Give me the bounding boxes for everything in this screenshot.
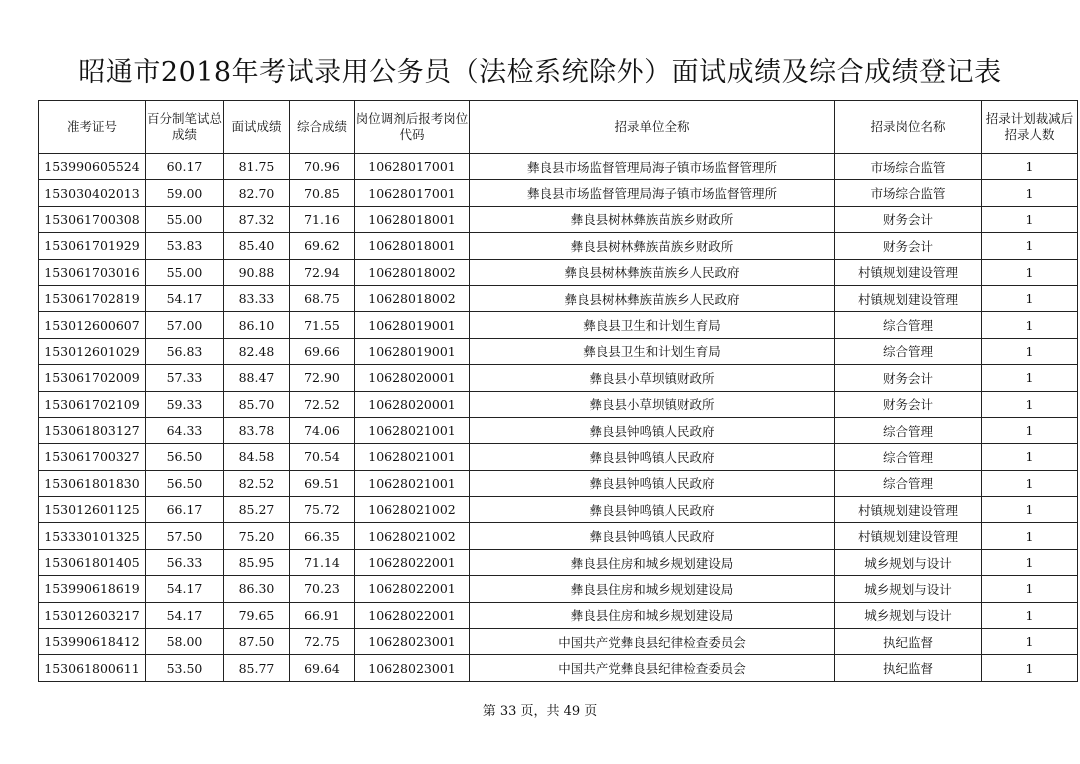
score-table — [38, 100, 1078, 682]
written-score-cell: 56.83 — [146, 338, 224, 364]
table-row — [39, 206, 1078, 232]
post-code-cell: 10628018002 — [355, 285, 470, 311]
post-name-cell: 村镇规划建设管理 — [835, 259, 982, 285]
post-name-cell: 财务会计 — [835, 233, 982, 259]
composite-score-cell: 66.35 — [290, 523, 355, 549]
interview-score-cell: 87.32 — [224, 206, 290, 232]
interview-score-cell: 86.30 — [224, 576, 290, 602]
table-row — [39, 549, 1078, 575]
post-name-cell: 市场综合监管 — [835, 154, 982, 180]
written-score-cell: 59.00 — [146, 180, 224, 206]
written-score-cell: 54.17 — [146, 602, 224, 628]
post-code-cell: 10628020001 — [355, 391, 470, 417]
plan-count-cell: 1 — [982, 365, 1078, 391]
admission-no-cell: 153061701929 — [39, 233, 146, 259]
interview-score-cell: 85.40 — [224, 233, 290, 259]
written-score-cell: 57.00 — [146, 312, 224, 338]
post-name-cell: 村镇规划建设管理 — [835, 523, 982, 549]
unit-name-cell: 彝良县树林彝族苗族乡财政所 — [470, 206, 835, 232]
composite-score-cell: 71.55 — [290, 312, 355, 338]
composite-score-cell: 66.91 — [290, 602, 355, 628]
admission-no-cell: 153061702109 — [39, 391, 146, 417]
table-row — [39, 285, 1078, 311]
unit-name-cell: 彝良县小草坝镇财政所 — [470, 391, 835, 417]
interview-score-cell: 84.58 — [224, 444, 290, 470]
written-score-cell: 59.33 — [146, 391, 224, 417]
unit-name-cell: 彝良县小草坝镇财政所 — [470, 365, 835, 391]
written-score-cell: 53.83 — [146, 233, 224, 259]
unit-name-cell: 彝良县市场监督管理局海子镇市场监督管理所 — [470, 180, 835, 206]
unit-name-cell: 彝良县钟鸣镇人民政府 — [470, 444, 835, 470]
unit-name-cell: 彝良县钟鸣镇人民政府 — [470, 497, 835, 523]
post-name-cell: 综合管理 — [835, 312, 982, 338]
post-name-cell: 财务会计 — [835, 365, 982, 391]
composite-score-cell: 69.51 — [290, 470, 355, 496]
post-code-cell: 10628021002 — [355, 523, 470, 549]
plan-count-cell: 1 — [982, 285, 1078, 311]
unit-name-cell: 彝良县卫生和计划生育局 — [470, 338, 835, 364]
admission-no-cell: 153061801405 — [39, 549, 146, 575]
plan-count-cell: 1 — [982, 576, 1078, 602]
unit-name-cell: 彝良县住房和城乡规划建设局 — [470, 549, 835, 575]
table-row — [39, 602, 1078, 628]
interview-score-cell: 90.88 — [224, 259, 290, 285]
header-written-score: 百分制笔试总成绩 — [146, 101, 224, 154]
unit-name-cell: 彝良县树林彝族苗族乡人民政府 — [470, 285, 835, 311]
interview-score-cell: 85.95 — [224, 549, 290, 575]
post-code-cell: 10628020001 — [355, 365, 470, 391]
plan-count-cell: 1 — [982, 655, 1078, 681]
post-code-cell: 10628017001 — [355, 154, 470, 180]
interview-score-cell: 85.70 — [224, 391, 290, 417]
plan-count-cell: 1 — [982, 549, 1078, 575]
written-score-cell: 55.00 — [146, 206, 224, 232]
post-code-cell: 10628022001 — [355, 549, 470, 575]
interview-score-cell: 82.48 — [224, 338, 290, 364]
unit-name-cell: 中国共产党彝良县纪律检查委员会 — [470, 655, 835, 681]
table-row — [39, 417, 1078, 443]
header-composite-score: 综合成绩 — [290, 101, 355, 154]
interview-score-cell: 75.20 — [224, 523, 290, 549]
written-score-cell: 57.50 — [146, 523, 224, 549]
unit-name-cell: 彝良县市场监督管理局海子镇市场监督管理所 — [470, 154, 835, 180]
post-code-cell: 10628022001 — [355, 602, 470, 628]
post-code-cell: 10628021001 — [355, 417, 470, 443]
composite-score-cell: 72.90 — [290, 365, 355, 391]
post-name-cell: 城乡规划与设计 — [835, 576, 982, 602]
plan-count-cell: 1 — [982, 154, 1078, 180]
written-score-cell: 56.50 — [146, 444, 224, 470]
post-code-cell: 10628021001 — [355, 444, 470, 470]
header-unit-name: 招录单位全称 — [470, 101, 835, 154]
unit-name-cell: 彝良县钟鸣镇人民政府 — [470, 417, 835, 443]
plan-count-cell: 1 — [982, 523, 1078, 549]
table-row — [39, 338, 1078, 364]
admission-no-cell: 153012600607 — [39, 312, 146, 338]
unit-name-cell: 彝良县钟鸣镇人民政府 — [470, 523, 835, 549]
admission-no-cell: 153012601125 — [39, 497, 146, 523]
composite-score-cell: 72.52 — [290, 391, 355, 417]
table-row — [39, 444, 1078, 470]
plan-count-cell: 1 — [982, 233, 1078, 259]
interview-score-cell: 86.10 — [224, 312, 290, 338]
post-code-cell: 10628019001 — [355, 338, 470, 364]
composite-score-cell: 72.75 — [290, 629, 355, 655]
admission-no-cell: 153061700308 — [39, 206, 146, 232]
post-code-cell: 10628021002 — [355, 497, 470, 523]
unit-name-cell: 彝良县卫生和计划生育局 — [470, 312, 835, 338]
post-name-cell: 综合管理 — [835, 444, 982, 470]
table-header-row — [39, 101, 1078, 154]
unit-name-cell: 彝良县住房和城乡规划建设局 — [470, 602, 835, 628]
plan-count-cell: 1 — [982, 312, 1078, 338]
header-post-name: 招录岗位名称 — [835, 101, 982, 154]
interview-score-cell: 85.27 — [224, 497, 290, 523]
interview-score-cell: 88.47 — [224, 365, 290, 391]
table-row — [39, 233, 1078, 259]
admission-no-cell: 153030402013 — [39, 180, 146, 206]
admission-no-cell: 153061703016 — [39, 259, 146, 285]
written-score-cell: 60.17 — [146, 154, 224, 180]
table-body — [39, 154, 1078, 682]
composite-score-cell: 69.62 — [290, 233, 355, 259]
post-name-cell: 综合管理 — [835, 417, 982, 443]
composite-score-cell: 72.94 — [290, 259, 355, 285]
header-interview-score: 面试成绩 — [224, 101, 290, 154]
interview-score-cell: 83.33 — [224, 285, 290, 311]
admission-no-cell: 153990618619 — [39, 576, 146, 602]
post-code-cell: 10628018002 — [355, 259, 470, 285]
interview-score-cell: 83.78 — [224, 417, 290, 443]
table-row — [39, 523, 1078, 549]
written-score-cell: 56.33 — [146, 549, 224, 575]
unit-name-cell: 彝良县树林彝族苗族乡人民政府 — [470, 259, 835, 285]
post-code-cell: 10628023001 — [355, 629, 470, 655]
interview-score-cell: 82.52 — [224, 470, 290, 496]
table-row — [39, 259, 1078, 285]
plan-count-cell: 1 — [982, 180, 1078, 206]
page-title: 昭通市2018年考试录用公务员（法检系统除外）面试成绩及综合成绩登记表 — [78, 57, 1002, 88]
plan-count-cell: 1 — [982, 497, 1078, 523]
composite-score-cell: 71.16 — [290, 206, 355, 232]
post-name-cell: 市场综合监管 — [835, 180, 982, 206]
table-row — [39, 629, 1078, 655]
post-code-cell: 10628018001 — [355, 233, 470, 259]
admission-no-cell: 153990618412 — [39, 629, 146, 655]
written-score-cell: 64.33 — [146, 417, 224, 443]
unit-name-cell: 中国共产党彝良县纪律检查委员会 — [470, 629, 835, 655]
post-name-cell: 执纪监督 — [835, 629, 982, 655]
post-name-cell: 综合管理 — [835, 338, 982, 364]
header-plan-count: 招录计划裁减后招录人数 — [982, 101, 1078, 154]
post-name-cell: 村镇规划建设管理 — [835, 497, 982, 523]
interview-score-cell: 79.65 — [224, 602, 290, 628]
composite-score-cell: 69.66 — [290, 338, 355, 364]
post-name-cell: 城乡规划与设计 — [835, 549, 982, 575]
post-code-cell: 10628018001 — [355, 206, 470, 232]
table-row — [39, 576, 1078, 602]
written-score-cell: 66.17 — [146, 497, 224, 523]
plan-count-cell: 1 — [982, 206, 1078, 232]
composite-score-cell: 74.06 — [290, 417, 355, 443]
composite-score-cell: 71.14 — [290, 549, 355, 575]
admission-no-cell: 153061803127 — [39, 417, 146, 443]
plan-count-cell: 1 — [982, 470, 1078, 496]
written-score-cell: 58.00 — [146, 629, 224, 655]
post-name-cell: 财务会计 — [835, 391, 982, 417]
post-name-cell: 财务会计 — [835, 206, 982, 232]
table-row — [39, 180, 1078, 206]
post-name-cell: 执纪监督 — [835, 655, 982, 681]
post-code-cell: 10628021001 — [355, 470, 470, 496]
post-code-cell: 10628022001 — [355, 576, 470, 602]
plan-count-cell: 1 — [982, 338, 1078, 364]
interview-score-cell: 87.50 — [224, 629, 290, 655]
post-code-cell: 10628017001 — [355, 180, 470, 206]
table-row — [39, 312, 1078, 338]
table-row — [39, 154, 1078, 180]
written-score-cell: 57.33 — [146, 365, 224, 391]
interview-score-cell: 81.75 — [224, 154, 290, 180]
plan-count-cell: 1 — [982, 629, 1078, 655]
header-post-code: 岗位调剂后报考岗位代码 — [355, 101, 470, 154]
written-score-cell: 53.50 — [146, 655, 224, 681]
unit-name-cell: 彝良县钟鸣镇人民政府 — [470, 470, 835, 496]
written-score-cell: 54.17 — [146, 285, 224, 311]
plan-count-cell: 1 — [982, 259, 1078, 285]
post-name-cell: 村镇规划建设管理 — [835, 285, 982, 311]
interview-score-cell: 85.77 — [224, 655, 290, 681]
written-score-cell: 54.17 — [146, 576, 224, 602]
plan-count-cell: 1 — [982, 444, 1078, 470]
post-code-cell: 10628019001 — [355, 312, 470, 338]
header-admission-no: 准考证号 — [39, 101, 146, 154]
post-name-cell: 综合管理 — [835, 470, 982, 496]
plan-count-cell: 1 — [982, 417, 1078, 443]
composite-score-cell: 75.72 — [290, 497, 355, 523]
composite-score-cell: 69.64 — [290, 655, 355, 681]
table-row — [39, 655, 1078, 681]
composite-score-cell: 70.96 — [290, 154, 355, 180]
post-code-cell: 10628023001 — [355, 655, 470, 681]
plan-count-cell: 1 — [982, 391, 1078, 417]
admission-no-cell: 153061700327 — [39, 444, 146, 470]
table-row — [39, 365, 1078, 391]
admission-no-cell: 153061800611 — [39, 655, 146, 681]
table-row — [39, 470, 1078, 496]
written-score-cell: 56.50 — [146, 470, 224, 496]
interview-score-cell: 82.70 — [224, 180, 290, 206]
admission-no-cell: 153061801830 — [39, 470, 146, 496]
unit-name-cell: 彝良县住房和城乡规划建设局 — [470, 576, 835, 602]
post-name-cell: 城乡规划与设计 — [835, 602, 982, 628]
composite-score-cell: 70.54 — [290, 444, 355, 470]
admission-no-cell: 153012603217 — [39, 602, 146, 628]
admission-no-cell: 153012601029 — [39, 338, 146, 364]
admission-no-cell: 153330101325 — [39, 523, 146, 549]
unit-name-cell: 彝良县树林彝族苗族乡财政所 — [470, 233, 835, 259]
composite-score-cell: 70.23 — [290, 576, 355, 602]
table-row — [39, 497, 1078, 523]
plan-count-cell: 1 — [982, 602, 1078, 628]
admission-no-cell: 153061702819 — [39, 285, 146, 311]
composite-score-cell: 70.85 — [290, 180, 355, 206]
admission-no-cell: 153061702009 — [39, 365, 146, 391]
written-score-cell: 55.00 — [146, 259, 224, 285]
admission-no-cell: 153990605524 — [39, 154, 146, 180]
table-row — [39, 391, 1078, 417]
composite-score-cell: 68.75 — [290, 285, 355, 311]
page-number: 第 33 页，共 49 页 — [482, 704, 598, 719]
